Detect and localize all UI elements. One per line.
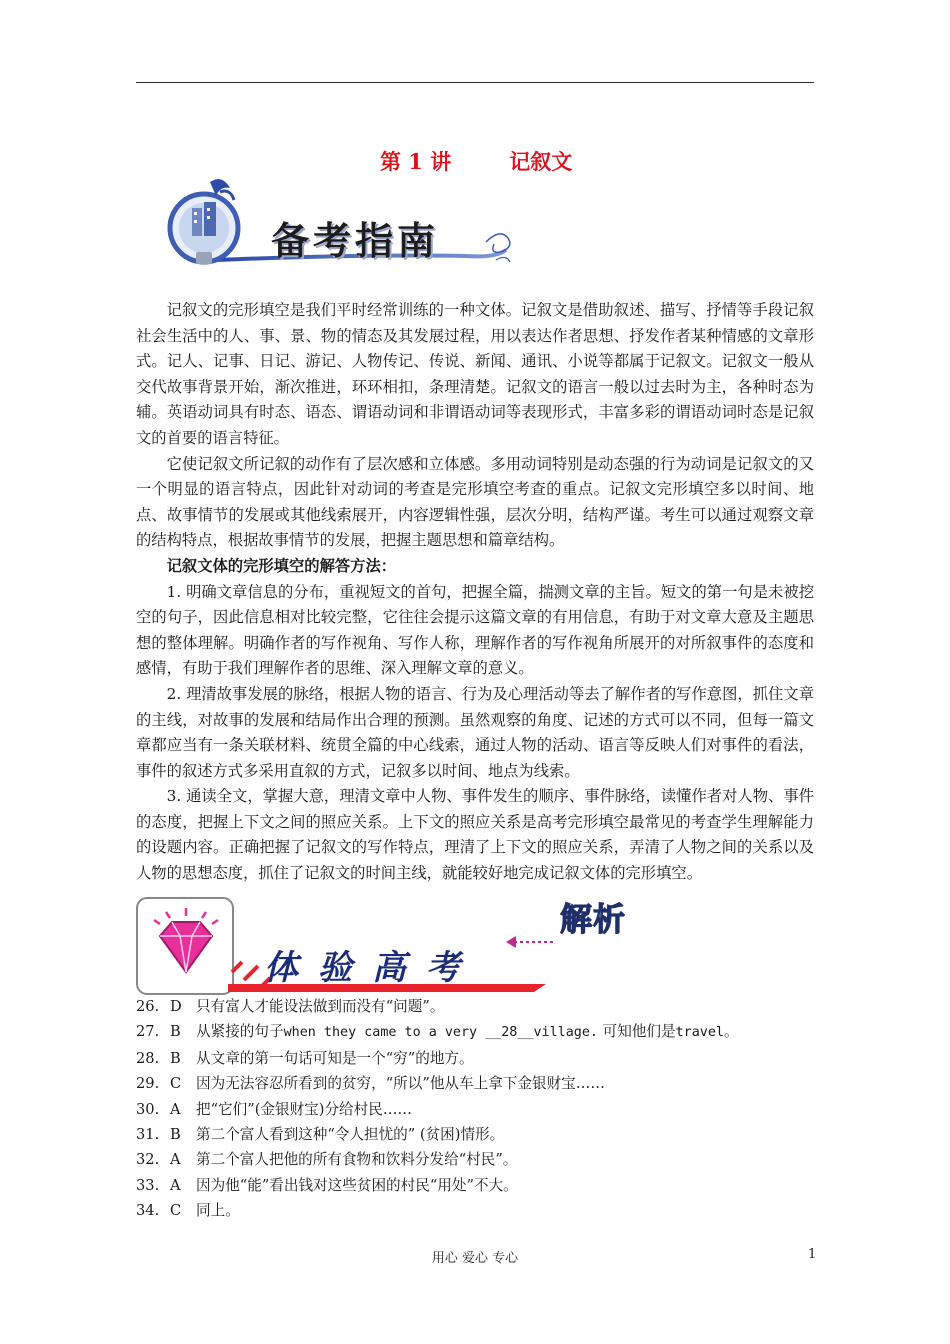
page-footer: 用心 爱心 专心	[431, 1251, 519, 1266]
answer-explanation: 从文章的第一句话可知是一个“穷”的地方。	[196, 1049, 474, 1067]
answer-number: 29.	[136, 1075, 160, 1093]
answer-row	[136, 1046, 814, 1071]
answer-explanation: 同上。	[196, 1202, 240, 1220]
paragraph-intro: 记叙文的完形填空是我们平时经常训练的一种文体。记叙文是借助叙述、描写、抒情等手段记叙社会生活中的人、事、景、物的情态及其发展过程，用以表达作者思想、抒发作者某种情感的文章形式。记人、记事、日记、游记、人物传记、传说、新闻、通讯、小说等都属于记叙文。记叙文一般从交代故事背景开始，渐次推进，环环相扣，条理清楚。记叙文的语言一般以过去时为主，各种时态为辅。英语动词具有时态、语态、谓语动词和非谓语动词等表现形式，丰富多彩的谓语动词时态是记叙文的首要的语言特征。	[136, 301, 814, 447]
answer-letter: C	[170, 1202, 182, 1220]
answer-number: 27.	[136, 1023, 160, 1041]
answer-letter: D	[170, 998, 182, 1015]
answer-number: 33.	[136, 1176, 160, 1194]
answer-letter: C	[170, 1075, 182, 1093]
answer-letter: B	[170, 1023, 181, 1041]
diamond-icon	[146, 906, 226, 986]
answer-row	[136, 1198, 814, 1223]
answer-letter: B	[170, 1049, 181, 1067]
exam-experience-banner	[136, 892, 696, 1002]
answer-english-word: travel	[675, 1025, 724, 1041]
answer-explanation	[196, 1019, 739, 1045]
answer-explanation: 把“它们”(金银财宝)分给村民……	[196, 1100, 413, 1118]
answer-number: 30.	[136, 1100, 160, 1118]
answer-row	[136, 1122, 814, 1147]
answer-number: 32.	[136, 1151, 160, 1169]
answer-letter: B	[170, 1126, 181, 1144]
exam-guide-title: 备考指南	[271, 219, 440, 263]
answer-explanation: 因为无法容忍所看到的贫穷，“所以”他从车上拿下金银财宝……	[196, 1075, 605, 1093]
answer-text-part: 。	[723, 1023, 739, 1041]
answer-number: 28.	[136, 1049, 160, 1067]
answer-row	[136, 1173, 814, 1198]
answer-letter: A	[170, 1100, 181, 1118]
lightbulb-building-icon	[166, 172, 256, 272]
title-topic: 记叙文	[509, 149, 573, 174]
answer-explanation: 第二个富人把他的所有食物和饮料分发给“村民”。	[196, 1151, 518, 1169]
method-item-3: 3. 通读全文，掌握大意，理清文章中人物、事件发生的顺序、事件脉络，读懂作者对人物、事件的态度，把握上下文之间的照应关系。上下文的照应关系是高考完形填空最常见的考查学生理解能力的设题内容。正确把握了记叙文的写作特点，理清了上下文的照应关系，弄清了人物之间的关系以及人物的思想态度，抓住了记叙文的时间主线，就能较好地完成记叙文体的完形填空。	[136, 787, 814, 883]
analysis-label: 解析	[560, 900, 627, 938]
answer-letter: A	[170, 1151, 181, 1169]
answer-explanation: 第二个富人看到这种“令人担忧的” (贫困)情形。	[196, 1126, 505, 1144]
exam-experience-title: 体验高考	[264, 948, 480, 988]
answer-list	[136, 994, 814, 1224]
article-body	[136, 298, 814, 887]
answer-explanation: 因为他“能”看出钱对这些贫困的村民“用处”不大。	[196, 1176, 518, 1194]
method-heading: 记叙文体的完形填空的解答方法：	[166, 556, 397, 575]
title-lecture: 第 1 讲	[380, 149, 452, 174]
answer-english-quote: when they came to a very __28__village.	[283, 1025, 598, 1041]
answer-row	[136, 994, 814, 1019]
exam-guide-banner	[166, 172, 522, 278]
answer-row	[136, 1147, 814, 1172]
answer-explanation: 只有富人才能设法做到而没有“问题”。	[196, 998, 445, 1015]
answer-text-part: 可知他们是	[598, 1023, 676, 1041]
method-item-1: 1. 明确文章信息的分布，重视短文的首句，把握全篇，揣测文章的主旨。短文的第一句是未被挖空的句子，因此信息相对比较完整，它往往会提示这篇文章的有用信息，有助于对文章大意及主题思想的整体理解。明确作者的写作视角、写作人称，理解作者的写作视角所展开的对所叙事件的态度和感情，有助于我们理解作者的思维、深入理解文章的意义。	[136, 582, 814, 678]
answer-row	[136, 1097, 814, 1122]
header-rule	[136, 82, 814, 83]
answer-row	[136, 1019, 814, 1045]
answer-row	[136, 1071, 814, 1096]
answer-letter: A	[170, 1176, 181, 1194]
answer-number: 26.	[136, 998, 160, 1015]
page-number: 1	[808, 1247, 817, 1262]
answer-text-part: 从紧接的句子	[196, 1023, 284, 1041]
method-item-2: 2. 理清故事发展的脉络，根据人物的语言、行为及心理活动等去了解作者的写作意图，抓住文章的主线，对故事的发展和结局作出合理的预测。虽然观察的角度、记述的方式可以不同，但每一篇文章都应当有一条关联材料、统贯全篇的中心线索，通过人物的活动、语言等反映人们对事件的看法，事件的叙述方式多采用直叙的方式，记叙多以时间、地点为线索。	[136, 684, 814, 780]
answer-number: 31.	[136, 1126, 160, 1144]
paragraph-features: 它使记叙文所记叙的动作有了层次感和立体感。多用动词特别是动态强的行为动词是记叙文的又一个明显的语言特点，因此针对动词的考查是完形填空考查的重点。记叙文完形填空多以时间、地点、故事情节的发展或其他线索展开，内容逻辑性强，层次分明，结构严谨。考生可以通过观察文章的结构特点，根据故事情节的发展，把握主题思想和篇章结构。	[136, 454, 814, 550]
answer-number: 34.	[136, 1202, 160, 1220]
